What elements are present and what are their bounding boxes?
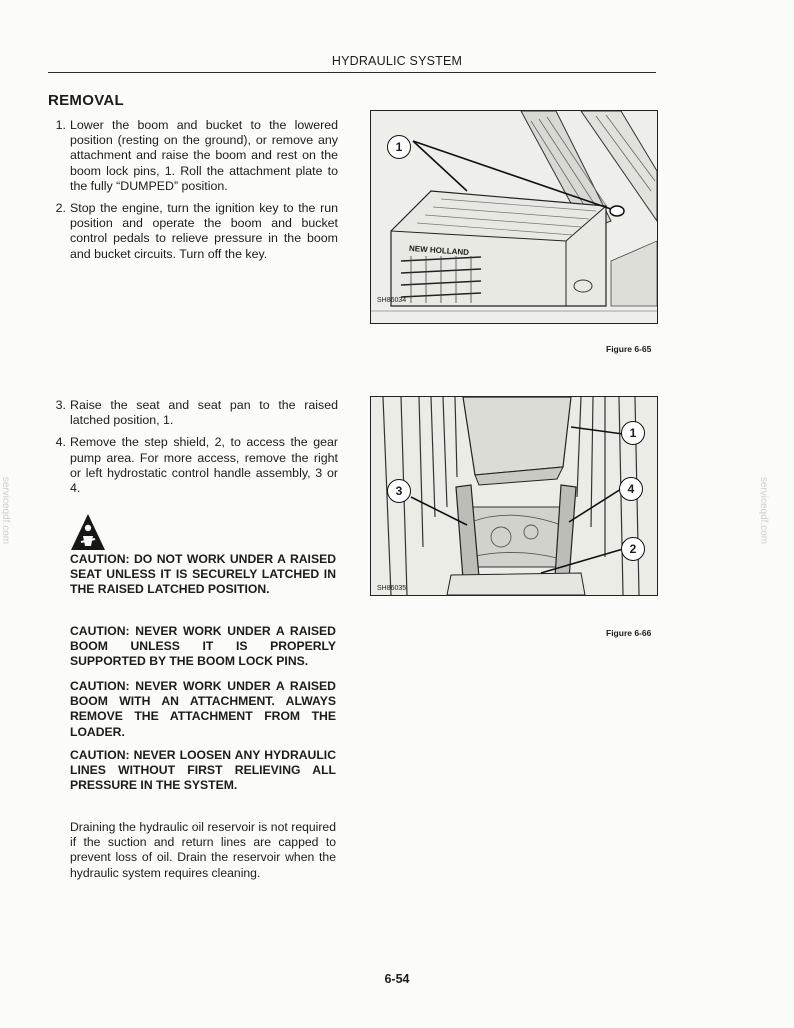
figure-6-66-caption: Figure 6-66 xyxy=(606,628,652,638)
callout-3: 3 xyxy=(387,479,411,503)
page-header-title: HYDRAULIC SYSTEM xyxy=(331,54,463,68)
photo-code: SH86034 xyxy=(377,297,407,304)
callout-2: 2 xyxy=(621,537,645,561)
step-number: 2. xyxy=(55,201,66,216)
steps-group-a xyxy=(48,118,338,269)
watermark-left: serviceqdf.com xyxy=(0,476,12,545)
step-text: Stop the engine, turn the ignition key to the run position and operate the boom and bucket control pedals to relieve pressure in the boom and bucket circuits. Turn off the key. xyxy=(70,201,338,261)
step-1 xyxy=(48,118,338,194)
figure-6-65-caption: Figure 6-65 xyxy=(606,344,652,354)
step-text: Remove the step shield, 2, to access the gear pump area. For more access, remove the right or left hydrostatic control handle assembly, 3 or 4. xyxy=(70,435,338,496)
callout-1: 1 xyxy=(387,135,411,159)
operator-compartment-illustration xyxy=(371,397,657,595)
step-number: 3. xyxy=(55,398,66,412)
figure-6-66-photo xyxy=(370,396,658,596)
step-4 xyxy=(48,435,338,496)
photo-code: SH86035 xyxy=(377,585,407,592)
steps-group-b xyxy=(48,398,338,503)
section-title: REMOVAL xyxy=(48,92,124,109)
step-number: 4. xyxy=(55,435,66,450)
header-rule xyxy=(48,72,656,73)
loader-boom-illustration xyxy=(371,111,657,323)
caution-1: CAUTION: DO NOT WORK UNDER A RAISED SEAT UNLESS IT IS SECURELY LATCHED IN THE RAISED LATCHED POSITION. xyxy=(70,552,336,597)
callout-1: 1 xyxy=(621,421,645,445)
step-3 xyxy=(48,398,338,428)
figure-6-65-photo xyxy=(370,110,658,324)
warning-triangle-icon xyxy=(70,512,106,552)
step-text: Lower the boom and bucket to the lowered position (resting on the ground), or remove any attachment and raise the boom and rest on the boom lock pins, 1. Roll the attachment plate to the fully “DUMPED” position. xyxy=(70,118,338,193)
page-number: 6-54 xyxy=(384,972,410,986)
caution-2: CAUTION: NEVER WORK UNDER A RAISED BOOM UNLESS IT IS PROPERLY SUPPORTED BY THE BOOM LOCK PINS. xyxy=(70,624,336,669)
watermark-right: serviceqdf.com xyxy=(758,476,770,545)
callout-4: 4 xyxy=(619,477,643,501)
step-text: Raise the seat and seat pan to the raised latched position, 1. xyxy=(70,398,338,428)
drain-note: Draining the hydraulic oil reservoir is not required if the suction and return lines are capped to prevent loss of oil. Drain the reservoir when the hydraulic system requires cleaning. xyxy=(70,820,336,880)
caution-4: CAUTION: NEVER LOOSEN ANY HYDRAULIC LINES WITHOUT FIRST RELIEVING ALL PRESSURE IN THE SYSTEM. xyxy=(70,748,336,793)
step-2 xyxy=(48,201,338,262)
caution-3: CAUTION: NEVER WORK UNDER A RAISED BOOM WITH AN ATTACHMENT. ALWAYS REMOVE THE ATTACHMENT FROM THE LOADER. xyxy=(70,679,336,739)
step-number: 1. xyxy=(55,118,66,132)
brand-label: NEW HOLLAND xyxy=(408,243,470,258)
